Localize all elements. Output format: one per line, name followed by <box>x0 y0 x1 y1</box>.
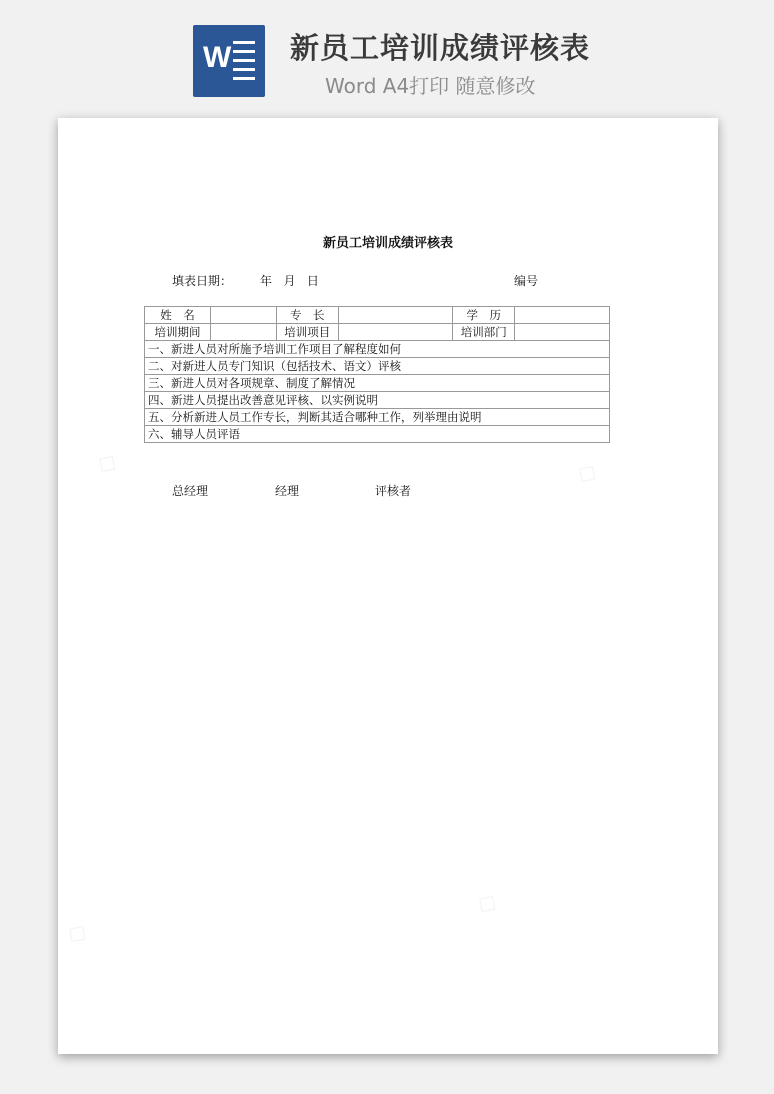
watermark <box>571 455 605 491</box>
specialty-value-cell[interactable] <box>338 307 453 324</box>
date-fields: 年 月 日 <box>260 274 319 288</box>
evaluation-table <box>144 306 610 443</box>
document-title: 新员工培训成绩评核表 <box>322 236 453 251</box>
education-value-cell[interactable] <box>515 307 610 324</box>
manager-signature-label: 经理 <box>275 484 300 498</box>
word-icon-lines <box>233 41 255 81</box>
number-label: 编号 <box>514 274 539 288</box>
table-row <box>145 307 610 324</box>
word-icon <box>193 25 265 97</box>
table-row <box>145 426 610 443</box>
training-period-value-cell[interactable] <box>210 324 276 341</box>
fill-date-label: 填表日期： <box>172 274 233 288</box>
watermark <box>61 915 95 951</box>
name-value-cell[interactable] <box>210 307 276 324</box>
watermark <box>471 885 505 921</box>
evaluation-item: 四、新进人员提出改善意见评核、以实例说明 <box>145 392 610 409</box>
evaluation-item: 三、新进人员对各项规章、制度了解情况 <box>145 375 610 392</box>
table-row <box>145 324 610 341</box>
training-department-label: 培训部门 <box>453 324 515 341</box>
header <box>0 0 774 118</box>
table-row <box>145 341 610 358</box>
training-item-value-cell[interactable] <box>338 324 453 341</box>
word-icon-letter: W <box>203 41 232 74</box>
watermark <box>91 445 125 481</box>
specialty-label: 专 长 <box>276 307 338 324</box>
training-department-value-cell[interactable] <box>515 324 610 341</box>
name-label: 姓 名 <box>145 307 211 324</box>
general-manager-signature-label: 总经理 <box>172 484 209 498</box>
evaluation-item: 二、对新进人员专门知识（包括技术、语文）评核 <box>145 358 610 375</box>
training-period-label: 培训期间 <box>145 324 211 341</box>
header-title: 新员工培训成绩评核表 <box>290 31 591 65</box>
reviewer-signature-label: 评核者 <box>375 484 412 498</box>
evaluation-item: 六、辅导人员评语 <box>145 426 610 443</box>
training-item-label: 培训项目 <box>276 324 338 341</box>
evaluation-item: 五、分析新进人员工作专长，判断其适合哪种工作，列举理由说明 <box>145 409 610 426</box>
evaluation-item: 一、新进人员对所施予培训工作项目了解程度如何 <box>145 341 610 358</box>
document-page <box>58 118 718 1054</box>
education-label: 学 历 <box>453 307 515 324</box>
table-row <box>145 375 610 392</box>
table-row <box>145 358 610 375</box>
table-row <box>145 392 610 409</box>
table-row <box>145 409 610 426</box>
header-subtitle: Word A4打印 随意修改 <box>325 74 536 98</box>
